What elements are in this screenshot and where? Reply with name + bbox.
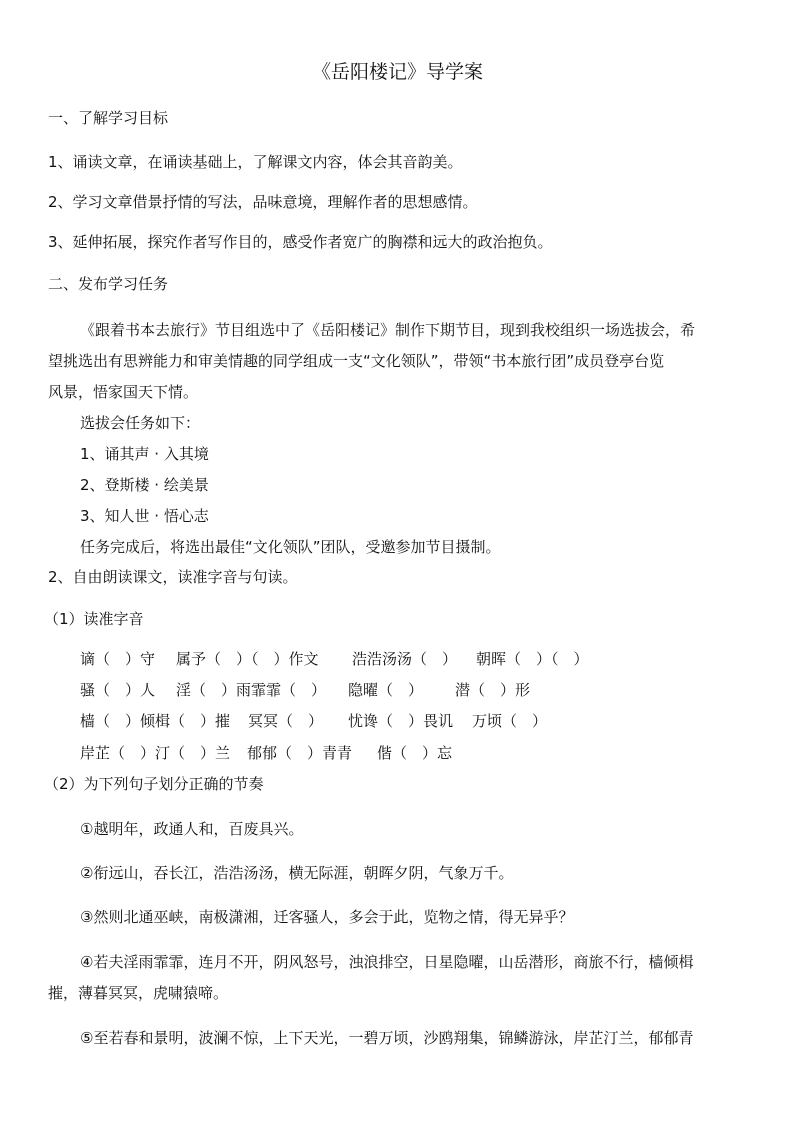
pron-item: 属予（ ）（ ）作文 [176,650,319,668]
sentence-4-line-2: 摧，薄暮冥冥，虎啸猿啼。 [48,984,229,1002]
intro-line-2: 望挑选出有思辨能力和审美情趣的同学组成一支“文化领队”，带领“书本旅行团”成员登亭台览 [48,352,665,370]
pron-item: 隐曜（ ） [348,681,424,699]
sentence-1: ①越明年，政通人和，百废具兴。 [80,820,304,838]
task-item-3: 3、知人世 · 悟心志 [80,507,209,525]
rhythm-heading: （2）为下列句子划分正确的节奏 [44,775,264,793]
intro-line-1: 《跟着书本去旅行》节目组选中了《岳阳楼记》制作下期节目，现到我校组织一场选拔会，希 [80,321,696,339]
pron-item: 樯（ ）倾楫（ ）摧 [80,712,231,730]
pron-item: 朝晖（ ）（ ） [476,650,589,668]
pron-item: 潜（ ）形 [455,681,531,699]
pronunciation-heading: （1）读准字音 [44,610,144,628]
tasks-label: 选拔会任务如下： [80,414,201,432]
pron-item: 淫（ ）雨霏霏（ ） [176,681,327,699]
task-item-1: 1、诵其声 · 入其境 [80,445,209,463]
section1-heading: 一、了解学习目标 [48,109,169,127]
task-item-2: 2、登斯楼 · 绘美景 [80,476,209,494]
pron-item: 忧谗（ ）畏讥 [348,712,454,730]
sentence-2: ②衔远山，吞长江，浩浩汤汤，横无际涯，朝晖夕阴，气象万千。 [80,864,514,882]
section2-heading: 二、发布学习任务 [48,275,169,293]
pron-item: 冥冥（ ） [248,712,324,730]
goal-3: 3、延伸拓展，探究作者写作目的，感受作者宽广的胸襟和远大的政治抱负。 [48,233,553,251]
pron-item: 万顷（ ） [472,712,548,730]
pron-item: 骚（ ）人 [80,681,156,699]
goal-1: 1、诵读文章，在诵读基础上，了解课文内容，体会其音韵美。 [48,153,463,171]
after-tasks-text: 任务完成后，将选出最佳“文化领队”团队，受邀参加节目摄制。 [80,538,501,556]
intro-line-3: 风景，悟家国天下情。 [48,383,199,401]
sentence-5-line-1: ⑤至若春和景明，波澜不惊，上下天光，一碧万顷，沙鸥翔集，锦鳞游泳，岸芷汀兰，郁郁青 [80,1029,694,1047]
sentence-4-line-1: ④若夫淫雨霏霏，连月不开，阴风怒号，浊浪排空，日星隐曜，山岳潜形，商旅不行，樯倾楫 [80,953,694,971]
sentence-3: ③然则北通巫峡，南极潇湘，迁客骚人，多会于此，览物之情，得无异乎？ [80,908,574,926]
pron-item: 郁郁（ ）青青 [247,744,353,762]
pron-item: 谪（ ）守 [80,650,156,668]
goal-2: 2、学习文章借景抒情的写法，品味意境，理解作者的思想感情。 [48,193,478,211]
pron-item: 岸芷（ ）汀（ ）兰 [80,744,231,762]
document-title: 《岳阳楼记》导学案 [312,61,484,83]
pron-item: 浩浩汤汤（ ） [352,650,458,668]
pron-item: 偕（ ）忘 [377,744,453,762]
task2-heading: 2、自由朗读课文，读准字音与句读。 [48,568,298,586]
